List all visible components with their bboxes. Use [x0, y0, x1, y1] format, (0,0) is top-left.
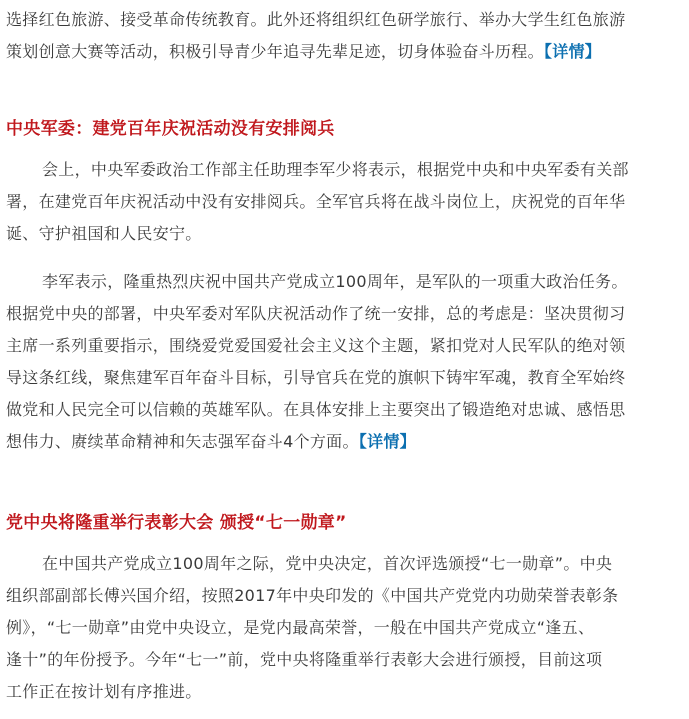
section1-p1-line: 诞、守护祖国和人民安宁。 [6, 224, 202, 243]
section1-p2-line: 主席一系列重要指示，围绕爱党爱国爱社会主义这个主题，紧扣党对人民军队的绝对领 [6, 336, 626, 355]
section2-p1-line: 例》，“七一勋章”由党中央设立，是党内最高荣誉，一般在中国共产党成立“逢五、 [6, 618, 595, 637]
intro-paragraph [6, 4, 686, 68]
section1-p2-line: 根据党中央的部署，中央军委对军队庆祝活动作了统一安排，总的考虑是：坚决贯彻习 [6, 304, 626, 323]
section2-p1-line: 工作正在按计划有序推进。 [6, 682, 202, 701]
section1-paragraph-1 [6, 154, 686, 250]
section2-paragraph-1 [6, 548, 686, 708]
section2-p1-line: 逢十”的年份授予。今年“七一”前，党中央将隆重举行表彰大会进行颁授，目前这项 [6, 650, 603, 669]
intro-detail-link[interactable]: 【详情】 [543, 42, 602, 61]
section1-p2-line: 想伟力、赓续革命精神和矢志强军奋斗4个方面。【详情】 [6, 432, 416, 451]
section1-p2-line: 做党和人民完全可以信赖的英雄军队。在具体安排上主要突出了锻造绝对忠诚、感悟思 [6, 400, 626, 419]
section1-p2-line: 导这条红线，聚焦建军百年奋斗目标，引导官兵在党的旗帜下铸牢军魂，教育全军始终 [6, 368, 626, 387]
section2-title: 党中央将隆重举行表彰大会 颁授“七一勋章” [6, 513, 347, 533]
section1-p2-line: 李军表示，隆重热烈庆祝中国共产党成立100周年，是军队的一项重大政治任务。 [42, 272, 628, 291]
intro-line: 选择红色旅游、接受革命传统教育。此外还将组织红色研学旅行、举办大学生红色旅游 [6, 10, 626, 29]
section1-detail-link[interactable]: 【详情】 [358, 432, 416, 451]
section1-p1-line: 署，在建党百年庆祝活动中没有安排阅兵。全军官兵将在战斗岗位上，庆祝党的百年华 [6, 192, 626, 211]
section1-paragraph-2 [6, 266, 686, 458]
section2-p1-line: 组织部副部长傅兴国介绍，按照2017年中央印发的《中国共产党党内功勋荣誉表彰条 [6, 586, 619, 605]
section1-title: 中央军委：建党百年庆祝活动没有安排阅兵 [6, 119, 335, 139]
section2-p1-line: 在中国共产党成立100周年之际，党中央决定，首次评选颁授“七一勋章”。中央 [42, 554, 613, 573]
section1-p1-line: 会上，中央军委政治工作部主任助理李军少将表示，根据党中央和中央军委有关部 [42, 160, 629, 179]
intro-line: 策划创意大赛等活动，积极引导青少年追寻先辈足迹，切身体验奋斗历程。【详情】 [6, 42, 602, 61]
